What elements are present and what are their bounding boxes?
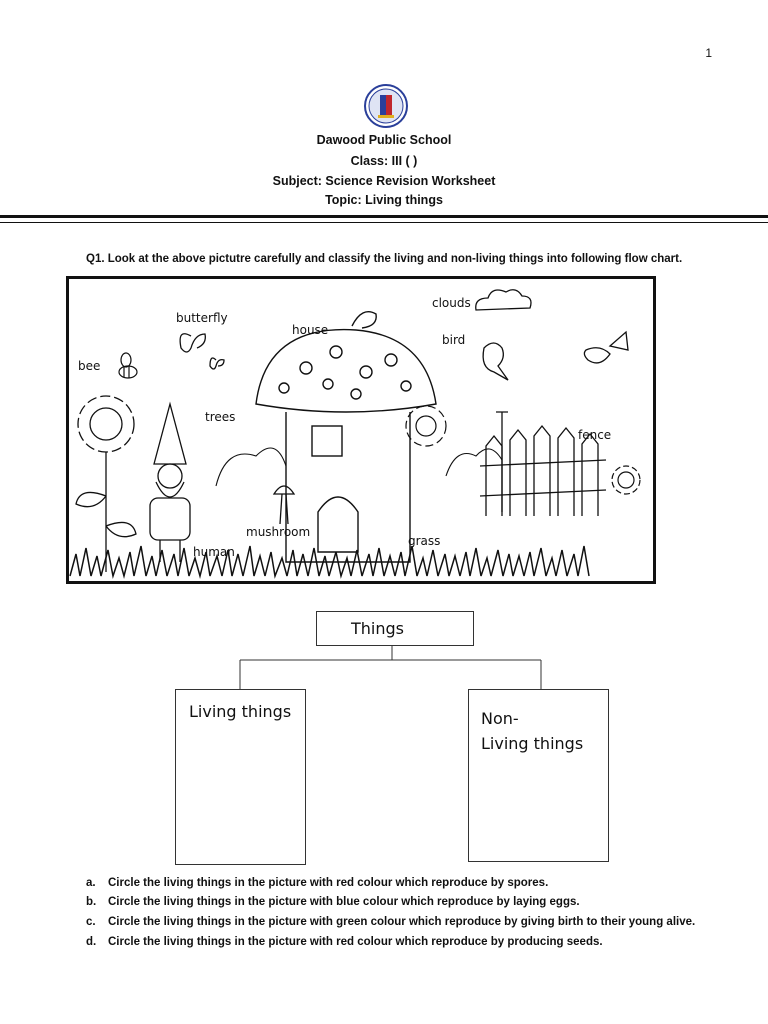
instruction-letter: c. [86,916,96,928]
non-living-line2: Living things [481,734,584,753]
label-fence: fence [578,428,612,442]
label-house: house [292,323,329,337]
label-clouds: clouds [432,296,471,310]
page-number: 1 [705,46,712,60]
label-trees: trees [205,410,236,424]
instruction-d [86,936,603,948]
instruction-text: Circle the living things in the picture with red colour which reproduce by spores. [108,877,549,889]
question-text: Q1. Look at the above pictutre carefully and classify the living and non-living things into following flow chart. [86,253,683,265]
header-rule-thin [0,222,768,223]
label-mushroom: mushroom [246,525,311,539]
instruction-text: Circle the living things in the picture with red colour which reproduce by producing seeds. [108,936,603,948]
school-name: Dawood Public School [316,133,452,147]
class-line: Class: III ( ) [350,154,418,168]
non-living-things-label [481,706,583,756]
header-rule-thick [0,215,768,218]
subject-line: Subject: Science Revision Worksheet [272,174,496,188]
instruction-c [86,916,695,928]
instruction-a [86,877,548,889]
non-living-line1: Non- [481,709,519,728]
school-logo [364,84,408,128]
instruction-text: Circle the living things in the picture with blue colour which reproduce by laying eggs. [108,896,580,908]
instruction-letter: b. [86,896,97,908]
non-living-things-box[interactable] [468,689,609,862]
topic-line: Topic: Living things [325,193,443,207]
label-human: human [193,545,235,559]
label-bee: bee [78,359,101,373]
instruction-text: Circle the living things in the picture with green colour which reproduce by giving birth to their young alive. [108,916,696,928]
living-things-box[interactable] [175,689,306,865]
label-bird: bird [442,333,466,347]
flowchart-root-label: Things [351,619,404,638]
living-things-label: Living things [189,702,292,721]
instruction-b [86,896,580,908]
instruction-letter: d. [86,936,97,948]
label-butterfly: butterfly [176,311,228,325]
garden-picture [66,276,656,584]
label-grass: grass [408,534,441,548]
flowchart-root-box [316,611,474,646]
instruction-letter: a. [86,877,96,889]
